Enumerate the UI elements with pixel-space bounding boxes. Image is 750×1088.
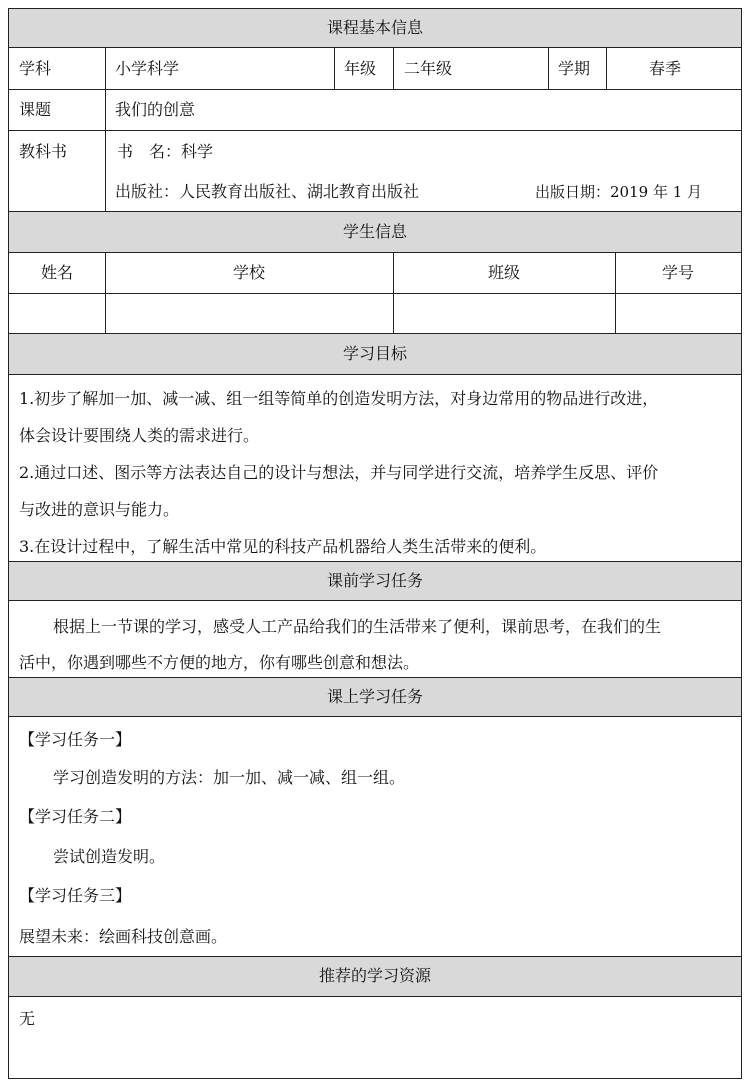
objective-line: 3.在设计过程中，了解生活中常见的科技产品机器给人类生活带来的便利。 (19, 537, 547, 556)
student-school-cell[interactable] (106, 294, 393, 333)
objective-line: 与改进的意识与能力。 (19, 500, 180, 519)
resources-value: 无 (19, 1009, 36, 1028)
task2-body: 尝试创造发明。 (53, 847, 166, 866)
book-name: 书 名：科学 (117, 142, 214, 161)
subject-value: 小学科学 (115, 59, 180, 78)
grade-value: 二年级 (404, 59, 453, 78)
student-name-cell[interactable] (9, 294, 105, 333)
section-in-class: 课上学习任务 (326, 687, 423, 706)
student-class-cell[interactable] (394, 294, 615, 333)
textbook-label: 教科书 (19, 142, 68, 161)
task1-title: 【学习任务一】 (19, 730, 132, 749)
term-value: 春季 (648, 59, 681, 78)
task1-body: 学习创造发明的方法：加一加、减一减、组一组。 (53, 768, 406, 787)
student-id-cell[interactable] (616, 294, 741, 333)
section-student-info: 学生信息 (342, 222, 407, 241)
term-label: 学期 (558, 59, 591, 78)
pre-class-line: 根据上一节课的学习，感受人工产品给我们的生活带来了便利，课前思考，在我们的生 (53, 617, 662, 636)
objective-line: 1.初步了解加一加、减一减、组一组等简单的创造发明方法，对身边常用的物品进行改进， (19, 389, 659, 408)
publication-date: 出版日期：2019 年 1 月 (535, 183, 703, 201)
task2-title: 【学习任务二】 (19, 807, 132, 826)
student-header-school: 学校 (232, 263, 265, 282)
grade-label: 年级 (344, 59, 377, 78)
topic-label: 课题 (19, 100, 52, 119)
task3-title: 【学习任务三】 (19, 886, 132, 905)
objective-line: 体会设计要围绕人类的需求进行。 (19, 426, 260, 445)
publisher: 出版社：人民教育出版社、湖北教育出版社 (115, 182, 420, 201)
section-objectives: 学习目标 (342, 344, 407, 363)
student-header-name: 姓名 (40, 263, 73, 282)
subject-label: 学科 (19, 59, 52, 78)
student-header-class: 班级 (487, 263, 520, 282)
section-pre-class: 课前学习任务 (326, 571, 423, 590)
topic-value: 我们的创意 (115, 100, 196, 119)
section-resources: 推荐的学习资源 (318, 966, 431, 985)
task3-body: 展望未来：绘画科技创意画。 (19, 927, 228, 946)
student-header-id: 学号 (661, 263, 694, 282)
section-course-info: 课程基本信息 (326, 18, 423, 37)
objective-line: 2.通过口述、图示等方法表达自己的设计与想法，并与同学进行交流，培养学生反思、评价 (19, 463, 659, 482)
pre-class-line: 活中，你遇到哪些不方便的地方，你有哪些创意和想法。 (19, 653, 420, 672)
